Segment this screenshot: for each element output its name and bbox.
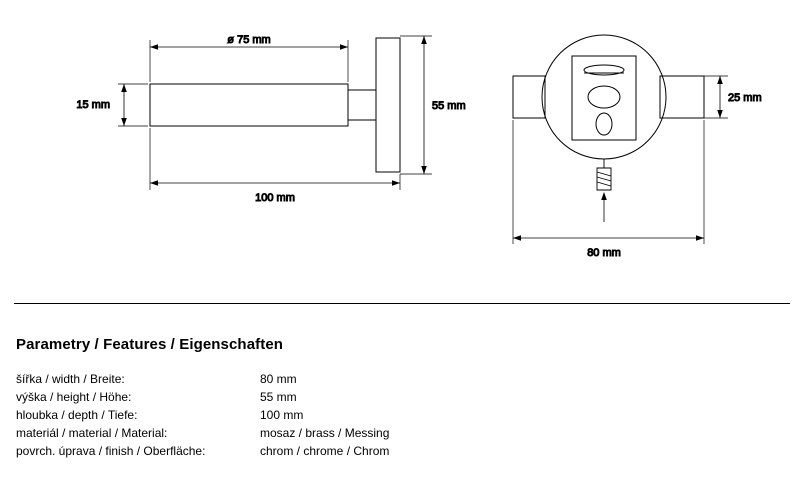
side-view-body (150, 84, 348, 126)
front-view-set-screw (597, 159, 611, 190)
spec-value: 100 mm (260, 408, 304, 422)
spec-label: povrch. úprava / finish / Oberfläche: (16, 444, 206, 458)
front-view-inner-plate (572, 56, 636, 140)
spec-value: chrom / chrome / Chrom (260, 444, 390, 458)
specifications-section (0, 300, 804, 478)
table-row (16, 390, 500, 408)
front-view-lower-hole (596, 113, 612, 135)
spec-value: 55 mm (260, 390, 297, 404)
dim-55 (421, 36, 465, 174)
dim-15-label: 15 mm (76, 99, 110, 111)
side-view-neck (348, 90, 376, 120)
table-row (16, 444, 500, 462)
dim-diameter-75-label: ø 75 mm (227, 34, 271, 46)
spec-label: šířka / width / Breite: (16, 372, 125, 386)
spec-value: 80 mm (260, 372, 297, 386)
table-row (16, 408, 500, 426)
spec-label: výška / height / Höhe: (16, 390, 132, 404)
table-row (16, 426, 500, 444)
side-view-flange (376, 38, 400, 172)
spec-value: mosaz / brass / Messing (260, 426, 390, 440)
spec-label: materiál / material / Material: (16, 426, 168, 440)
front-view-screw-leader (601, 192, 607, 222)
front-view-center-hole (588, 86, 620, 108)
dim-80-label: 80 mm (587, 247, 621, 259)
front-view-left-stub (513, 76, 545, 118)
dim-100 (150, 180, 400, 204)
dim-25-label: 25 mm (728, 92, 762, 104)
dim-15 (76, 84, 126, 126)
side-view (76, 34, 465, 204)
dim-55-label: 55 mm (432, 100, 466, 112)
section-divider (14, 303, 790, 304)
spec-table (16, 372, 500, 462)
dim-80 (513, 235, 704, 259)
front-view-right-stub (660, 76, 704, 118)
dim-diameter-75 (150, 34, 348, 50)
spec-title: Parametry / Features / Eigenschaften (16, 336, 284, 353)
front-view (513, 35, 762, 259)
spec-label: hloubka / depth / Tiefe: (16, 408, 138, 422)
table-row (16, 372, 500, 390)
side-view-extension-lines (118, 36, 432, 190)
dim-25 (717, 76, 761, 118)
dim-100-label: 100 mm (255, 192, 295, 204)
